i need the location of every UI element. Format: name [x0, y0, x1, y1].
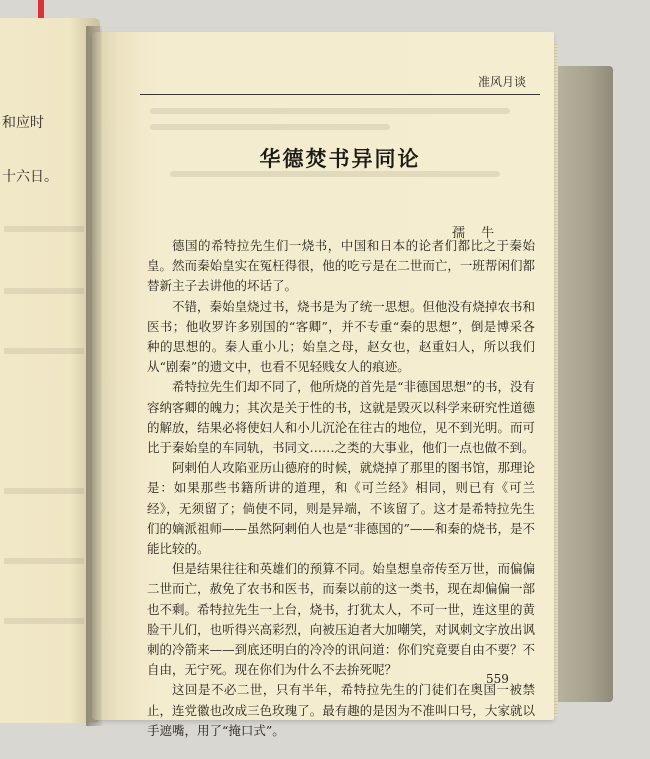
bleed-through: [4, 618, 84, 624]
bleed-through: [150, 124, 390, 130]
article-title: 华德焚书异同论: [259, 147, 421, 171]
header-rule: [140, 94, 540, 95]
book-gutter: [86, 26, 102, 726]
paragraph: 这回是不必二世，只有半年，希特拉先生的门徒们在奥国一被禁止，连党徽也改成三色玫瑰了。最有趣的是因为不准叫口号，大家就以手遮嘴，用了“掩口式”。: [147, 682, 535, 738]
book-cover-board: [555, 66, 613, 702]
paragraph: 希特拉先生们却不同了，他所烧的首先是“非德国思想”的书，没有容纳客卿的魄力；其次是关于性的书，这就是毁灭以科学来研究性道德的解放，结果必将使妇人和小儿沉沦在往古的地位，见不到光明。而可比于秦始皇的车同轨，书同文……之类的大事业，他们一点也做不到。: [147, 379, 535, 456]
paragraph: 德国的希特拉先生们一烧书，中国和日本的论者们都比之于秦始皇。然而秦始皇实在冤枉得很，他的吃亏是在二世而亡，一班帮闲们都替新主子去讲他的坏话了。: [147, 238, 535, 294]
left-page-fragment: 和应时: [2, 115, 44, 131]
bleed-through: [4, 488, 84, 494]
paragraph: 但是结果往往和英雄们的预算不同。始皇想皇帝传至万世，而偏偏二世而亡，赦免了农书和医书，而秦以前的这一类书，现在却偏偏一部也不剩。希特拉先生一上台，烧书，打犹太人，不可一世，连这里的黄脸干儿们，也听得兴高彩烈，向被压迫者大加嘲笑，对讽刺文字放出讽刺的冷箭来——到底还明白的冷冷的讯问道：你们究竟要自由不要？不自由，无宁死。现在你们为什么不去拚死呢？: [147, 561, 535, 678]
page-number: 559: [486, 672, 509, 686]
bleed-through: [4, 288, 84, 294]
bleed-through: [4, 558, 84, 564]
bleed-through: [150, 108, 510, 114]
paragraph: 阿剌伯人攻陷亚历山德府的时候，就烧掉了那里的图书馆，那理论是：如果那些书籍所讲的道理，和《可兰经》相同，则已有《可兰经》，无须留了；倘使不同，则是异端，不该留了。这才是希特拉先生们的嫡派祖师——虽然阿剌伯人也是“非德国的”——和秦的烧书，是不能比较的。: [147, 460, 535, 557]
running-head: 准风月谈: [478, 75, 527, 89]
left-page-fragment: 十六日。: [2, 169, 58, 185]
bleed-through: [4, 348, 84, 354]
bleed-through: [4, 226, 84, 232]
left-page: [0, 18, 100, 723]
paragraph: 不错，秦始皇烧过书，烧书是为了统一思想。但他没有烧掉农书和医书；他收罗许多别国的“客卿”，并不专重“秦的思想”，倒是博采各种的思想的。秦人重小儿；始皇之母，赵女也，赵重妇人，所以我们从“剧秦”的遗文中，也看不见轻贱女人的痕迹。: [147, 298, 535, 375]
article-body: [147, 236, 535, 741]
article-author: 孺 牛: [452, 226, 501, 241]
